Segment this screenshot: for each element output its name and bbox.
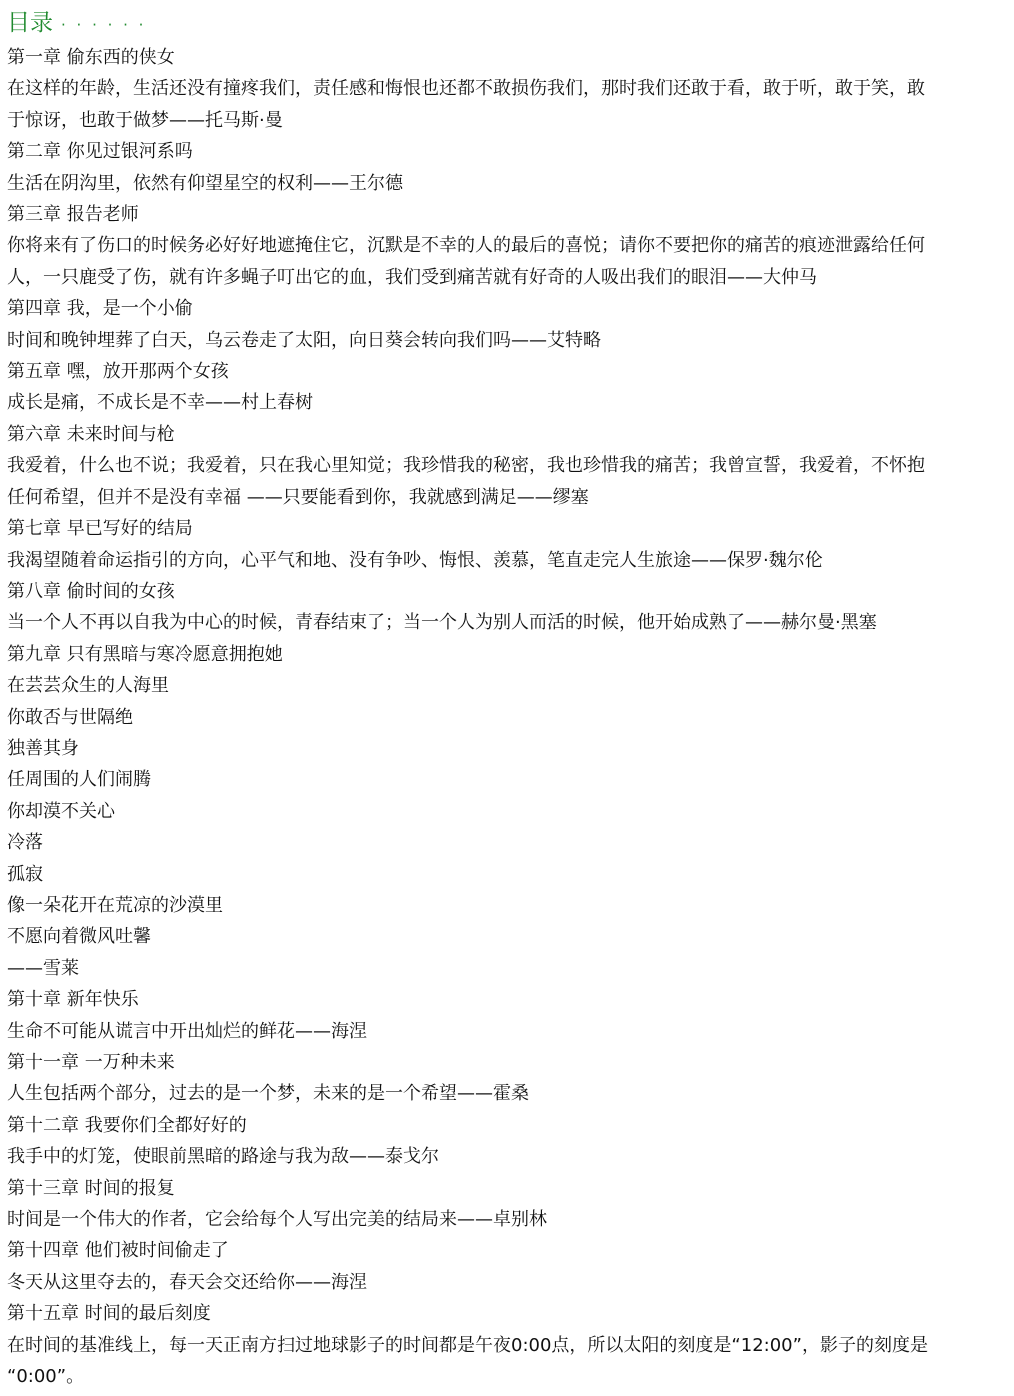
toc-header	[7, 4, 1014, 42]
chapter-epigraph-line: 当一个人不再以自我为中心的时候，青春结束了；当一个人为别人而活的时候，他开始成熟了——赫尔曼·黑塞	[7, 612, 877, 634]
chapter-epigraph-line: 独善其身	[7, 737, 79, 759]
chapter-epigraph-line: 像一朵花开在荒凉的沙漠里	[7, 894, 223, 916]
chapter-epigraph-line: 任周围的人们闹腾	[7, 769, 151, 791]
chapter-epigraph-line: 在这样的年龄，生活还没有撞疼我们，责任感和悔恨也还都不敢损伤我们，那时我们还敢于看，敢于听，敢于笑，敢	[7, 78, 925, 100]
chapter-link[interactable]: 第十四章 他们被时间偷走了	[7, 1240, 229, 1262]
chapter-epigraph-line: 人，一只鹿受了伤，就有许多蝇子叮出它的血，我们受到痛苦就有好奇的人吸出我们的眼泪——大仲马	[7, 266, 817, 288]
chapter-link[interactable]: 第十章 新年快乐	[7, 989, 139, 1011]
chapter-epigraph-line: 人生包括两个部分，过去的是一个梦，未来的是一个希望——霍桑	[7, 1083, 529, 1105]
chapter-link[interactable]: 第八章 偷时间的女孩	[7, 580, 175, 602]
chapter-epigraph-line: 你敢否与世隔绝	[7, 706, 133, 728]
chapter-link[interactable]: 第十三章 时间的报复	[7, 1177, 175, 1199]
chapter-epigraph-line: 成长是痛，不成长是不幸——村上春树	[7, 392, 313, 414]
chapter-epigraph-line: 我手中的灯笼，使眼前黑暗的路途与我为敌——泰戈尔	[7, 1146, 439, 1168]
toc-title: 目录	[7, 10, 53, 36]
chapter-epigraph-line: 我渴望随着命运指引的方向，心平气和地、没有争吵、悔恨、羡慕，笔直走完人生旅途——保罗·魏尔伦	[7, 549, 823, 571]
chapter-epigraph-line: 时间是一个伟大的作者，它会给每个人写出完美的结局来——卓别林	[7, 1209, 547, 1231]
chapter-epigraph-line: 我爱着，什么也不说；我爱着，只在我心里知觉；我珍惜我的秘密，我也珍惜我的痛苦；我曾宣誓，我爱着，不怀抱	[7, 455, 925, 477]
chapter-link[interactable]: 第十一章 一万种未来	[7, 1052, 175, 1073]
chapter-link[interactable]: 第五章 嘿，放开那两个女孩	[7, 361, 229, 383]
chapter-epigraph-line: 生命不可能从谎言中开出灿烂的鲜花——海涅	[7, 1020, 367, 1042]
chapter-epigraph-line: 生活在阴沟里，依然有仰望星空的权利——王尔德	[7, 172, 403, 194]
chapter-link[interactable]: 第九章 只有黑暗与寒冷愿意拥抱她	[7, 643, 283, 665]
chapter-link[interactable]: 第一章 偷东西的侠女	[7, 47, 175, 68]
chapter-epigraph-line: 不愿向着微风吐馨	[7, 926, 151, 948]
chapter-link[interactable]: 第四章 我，是一个小偷	[7, 298, 193, 320]
chapter-link[interactable]: 第十二章 我要你们全都好好的	[7, 1114, 247, 1136]
chapter-link[interactable]: 第七章 早已写好的结局	[7, 518, 193, 540]
chapter-epigraph-line: ——雪莱	[7, 957, 79, 979]
chapter-link[interactable]: 第六章 未来时间与枪	[7, 423, 175, 445]
toc-list	[7, 42, 1014, 1392]
chapter-epigraph-line: 冷落	[7, 832, 43, 854]
chapter-link[interactable]: 第二章 你见过银河系吗	[7, 141, 193, 163]
chapter-epigraph-line: 任何希望，但并不是没有幸福 ——只要能看到你，我就感到满足——缪塞	[7, 486, 589, 508]
chapter-link[interactable]: 第十五章 时间的最后刻度	[7, 1303, 211, 1325]
chapter-epigraph-line: 在芸芸众生的人海里	[7, 675, 169, 697]
chapter-epigraph-line: 孤寂	[7, 863, 43, 885]
chapter-epigraph-line: 时间和晚钟埋葬了白天，乌云卷走了太阳，向日葵会转向我们吗——艾特略	[7, 329, 601, 351]
chapter-epigraph-line: 你却漠不关心	[7, 800, 115, 822]
chapter-epigraph-line: “0:00”。	[7, 1366, 85, 1388]
chapter-link[interactable]: 第三章 报告老师	[7, 204, 139, 226]
chapter-epigraph-line: 冬天从这里夺去的，春天会交还给你——海涅	[7, 1271, 367, 1293]
toc-dots: · · · · · ·	[61, 16, 147, 34]
chapter-epigraph-line: 于惊讶，也敢于做梦——托马斯·曼	[7, 109, 283, 131]
chapter-epigraph-line: 你将来有了伤口的时候务必好好地遮掩住它，沉默是不幸的人的最后的喜悦；请你不要把你的痛苦的痕迹泄露给任何	[7, 235, 925, 257]
chapter-epigraph-line: 在时间的基准线上，每一天正南方扫过地球影子的时间都是午夜0:00点，所以太阳的刻度是“12:00”，影子的刻度是	[7, 1334, 928, 1356]
